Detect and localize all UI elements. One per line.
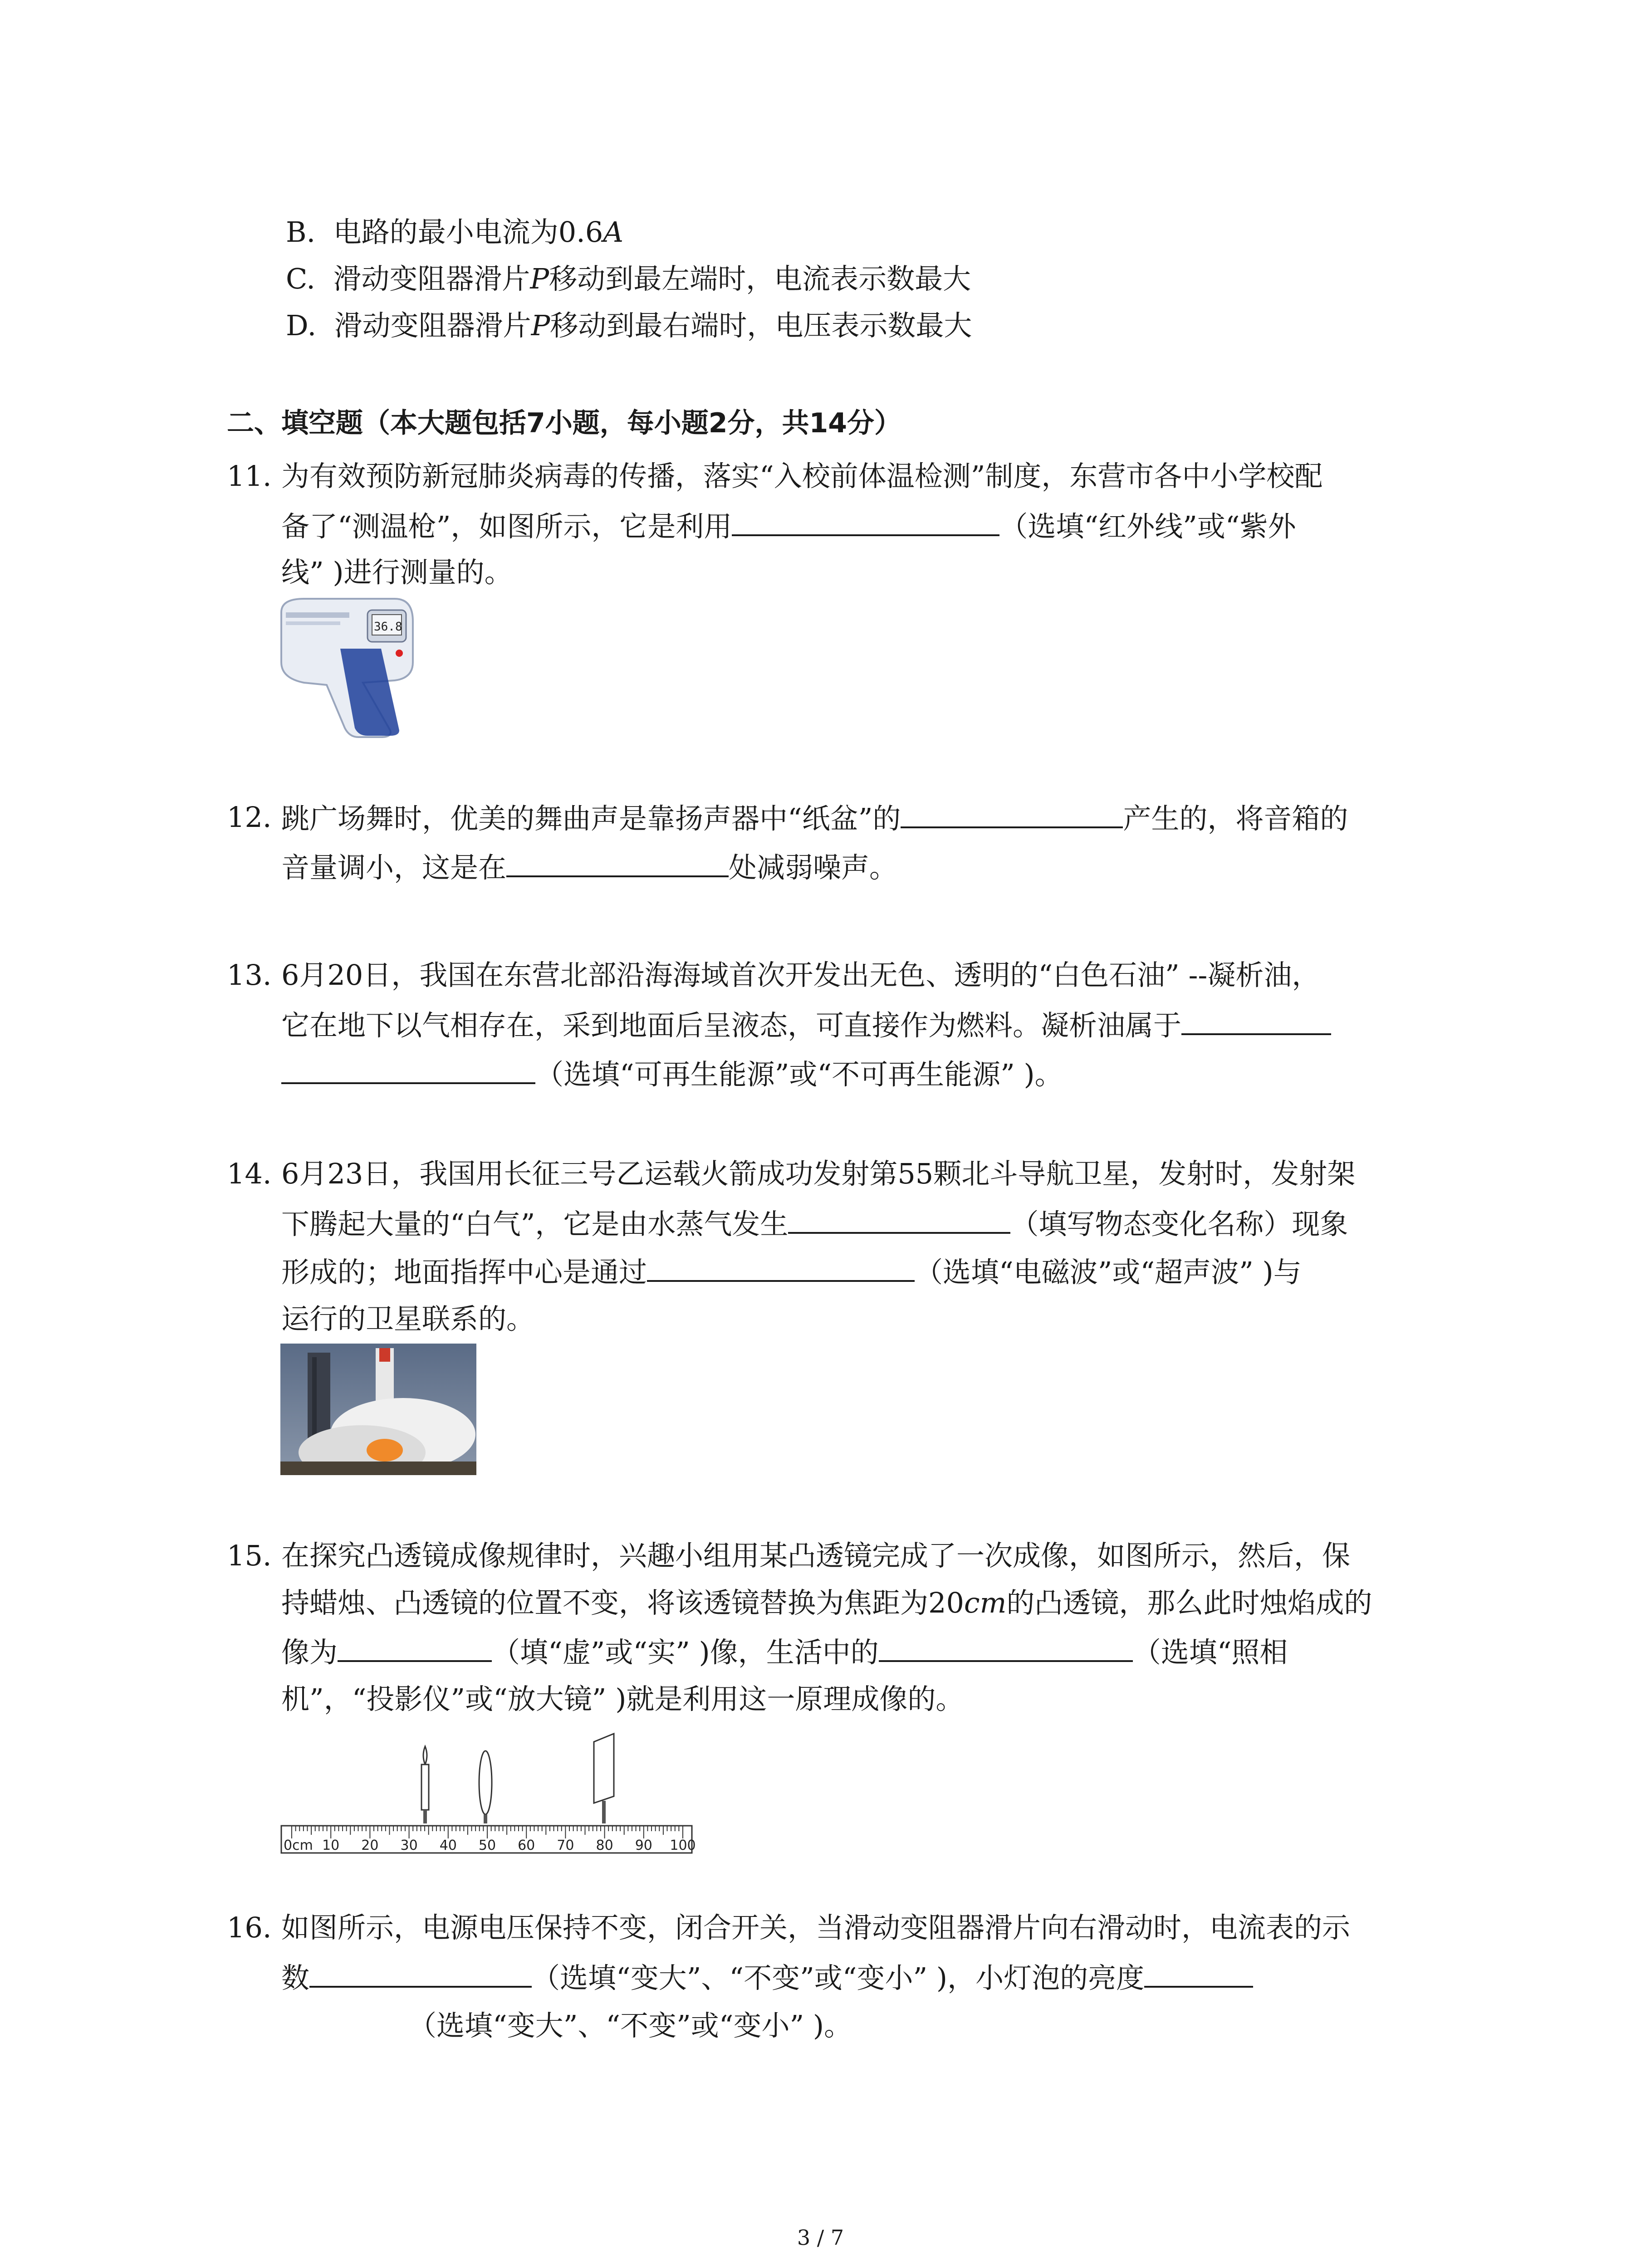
q14-line-1: 6月23日，我国用长征三号乙运载火箭成功发射第55颗北斗导航卫星，发射时，发射架 bbox=[281, 1157, 1356, 1190]
q16-line-1: 如图所示，电源电压保持不变，闭合开关，当滑动变阻器滑片向右滑动时，电流表的示 bbox=[281, 1911, 1351, 1944]
unit-symbol: cm bbox=[964, 1586, 1007, 1619]
question-number: 14. bbox=[227, 1157, 272, 1190]
ruler-label: 30 bbox=[400, 1838, 418, 1853]
unit-symbol: A bbox=[603, 215, 624, 249]
answer-blank[interactable] bbox=[1144, 1959, 1253, 1988]
answer-blank[interactable] bbox=[788, 1205, 1010, 1234]
question-number: 12. bbox=[227, 801, 272, 834]
answer-blank[interactable] bbox=[309, 1959, 532, 1988]
question-number: 16. bbox=[227, 1911, 272, 1944]
ruler-label: 50 bbox=[478, 1838, 496, 1853]
ruler-label: 10 bbox=[322, 1838, 340, 1853]
q14-line-2: 下腾起大量的“白气”，它是由水蒸气发生 （填写物态变化名称）现象 bbox=[281, 1205, 1348, 1242]
ruler-label: 80 bbox=[596, 1838, 613, 1853]
page-number: 3 / 7 bbox=[797, 2225, 844, 2250]
thermometer-gun-image bbox=[277, 594, 422, 739]
rocket-launch-photo bbox=[280, 1344, 476, 1475]
q13-line-2: 它在地下以气相存在，采到地面后呈液态，可直接作为燃料。凝析油属于 bbox=[281, 1006, 1331, 1044]
answer-blank[interactable] bbox=[901, 799, 1123, 828]
variable-symbol: P bbox=[531, 309, 550, 342]
thermometer-reading: 36.8 bbox=[374, 620, 402, 634]
option-c bbox=[286, 261, 971, 297]
section-heading: 二、填空题（本大题包括7小题，每小题2分，共14分） bbox=[227, 407, 901, 439]
answer-blank[interactable] bbox=[338, 1633, 492, 1662]
answer-blank[interactable] bbox=[1181, 1006, 1331, 1035]
q11-line-1: 为有效预防新冠肺炎病毒的传播，落实“入校前体温检测”制度，东营市各中小学校配 bbox=[281, 459, 1323, 493]
answer-blank[interactable] bbox=[879, 1633, 1133, 1662]
option-letter: B. bbox=[286, 215, 316, 249]
q11-line-2: 备了“测温枪”，如图所示，它是利用 （选填“红外线”或“紫外 bbox=[281, 507, 1296, 545]
screen bbox=[594, 1734, 614, 1823]
q12-line-1: 跳广场舞时，优美的舞曲声是靠扬声器中“纸盆”的 产生的，将音箱的 bbox=[281, 799, 1348, 837]
q13-line-3: （选填“可再生能源”或“不可再生能源” )。 bbox=[281, 1055, 1063, 1093]
q15-line-3: 像为 （填“虚”或“实” )像，生活中的 （选填“照相 bbox=[281, 1633, 1288, 1671]
variable-symbol: P bbox=[530, 262, 549, 295]
answer-blank[interactable] bbox=[647, 1253, 915, 1282]
ruler-label: 60 bbox=[518, 1838, 535, 1853]
answer-blank[interactable] bbox=[281, 1055, 535, 1084]
ruler-label: 40 bbox=[439, 1838, 457, 1853]
question-number: 13. bbox=[227, 958, 272, 992]
q15-line-2: 持蜡烛、凸透镜的位置不变，将该透镜替换为焦距为20cm的凸透镜，那么此时烛焰成的 bbox=[281, 1586, 1372, 1619]
q13-line-1: 6月20日，我国在东营北部沿海海域首次开发出无色、透明的“白色石油” --凝析油， bbox=[281, 958, 1320, 992]
q11-line-3: 线” )进行测量的。 bbox=[281, 556, 513, 589]
question-number: 15. bbox=[227, 1539, 272, 1572]
option-letter: C. bbox=[286, 262, 315, 295]
q15-line-4: 机”，“投影仪”或“放大镜” )就是利用这一原理成像的。 bbox=[281, 1682, 964, 1716]
option-text: 移动到最右端时，电压表示数最大 bbox=[550, 309, 972, 342]
optical-bench-diagram bbox=[279, 1724, 696, 1860]
ruler-label: 70 bbox=[557, 1838, 574, 1853]
option-letter: D. bbox=[286, 309, 317, 342]
candle bbox=[421, 1746, 429, 1823]
q14-line-4: 运行的卫星联系的。 bbox=[281, 1302, 535, 1335]
q16-line-3: （选填“变大”、“不变”或“变小” )。 bbox=[408, 2009, 852, 2042]
option-text: 滑动变阻器滑片 bbox=[334, 309, 531, 342]
q15-line-1: 在探究凸透镜成像规律时，兴趣小组用某凸透镜完成了一次成像，如图所示，然后，保 bbox=[281, 1539, 1351, 1572]
question-number: 11. bbox=[227, 459, 272, 493]
answer-blank[interactable] bbox=[506, 848, 729, 877]
ruler-label: 90 bbox=[635, 1838, 652, 1853]
ruler-label: 20 bbox=[361, 1838, 379, 1853]
option-text: 移动到最左端时，电流表示数最大 bbox=[549, 262, 971, 295]
convex-lens bbox=[479, 1751, 492, 1823]
answer-blank[interactable] bbox=[732, 507, 999, 536]
ruler-label: 0cm bbox=[284, 1838, 313, 1853]
option-d bbox=[286, 308, 972, 344]
q16-line-2: 数 （选填“变大”、“不变”或“变小” )，小灯泡的亮度 bbox=[281, 1959, 1253, 1996]
ruler-label: 100 bbox=[670, 1838, 696, 1853]
option-text: 电路的最小电流为0.6 bbox=[333, 215, 603, 249]
q14-line-3: 形成的；地面指挥中心是通过 （选填“电磁波”或“超声波” )与 bbox=[281, 1253, 1302, 1290]
q12-line-2: 音量调小，这是在 处减弱噪声。 bbox=[281, 848, 897, 886]
option-text: 滑动变阻器滑片 bbox=[333, 262, 530, 295]
option-b bbox=[286, 214, 623, 250]
